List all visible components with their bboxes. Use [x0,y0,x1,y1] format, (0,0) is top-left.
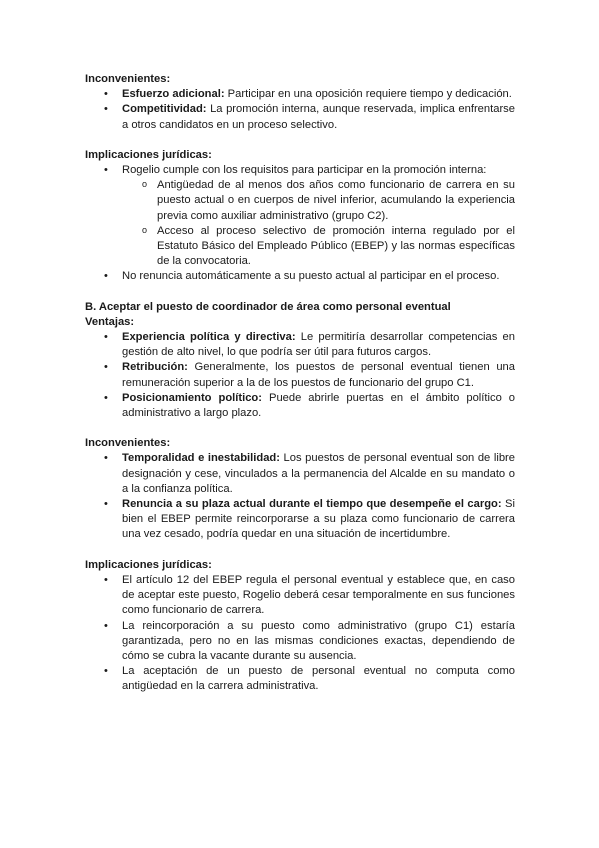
list-item: • Competitividad: La promoción interna, aunque reservada, implica enfrentarse a otros candidatos en un proceso selectivo. [85,102,515,132]
inconvenientes-heading-1: Inconvenientes: [85,73,171,85]
list-item: • Experiencia política y directiva: Le permitiría desarrollar competencias en gestión de alto nivel, lo que podría ser útil para futuros cargos. [85,330,515,360]
document-body [85,72,515,695]
implicaciones-heading-2: Implicaciones jurídicas: [85,558,212,571]
list-item: • La aceptación de un puesto de personal eventual no computa como antigüedad en la carrera administrativa. [85,664,515,694]
sub-list-item: o Acceso al proceso selectivo de promoción interna regulado por el Estatuto Básico del Empleado Público (EBEP) y las normas específicas de la convocatoria. [85,224,515,270]
implicaciones-list-2 [85,573,515,695]
list-item: • Posicionamiento político: Puede abrirle puertas en el ámbito político o administrativo a largo plazo. [85,391,515,421]
list-item: • Temporalidad e inestabilidad: Los puestos de personal eventual son de libre designación y cese, vinculados a la permanencia del Alcalde en su mandato o a la confianza política. [85,451,515,497]
implicaciones-heading-1: Implicaciones jurídicas: [85,148,212,161]
inconvenientes-heading-2: Inconvenientes: [85,437,171,450]
list-item: • Esfuerzo adicional: Participar en una oposición requiere tiempo y dedicación. [85,87,515,102]
list-item: • No renuncia automáticamente a su puesto actual al participar en el proceso. [85,269,515,284]
ventajas-list [85,330,515,421]
list-item: • Retribución: Generalmente, los puestos de personal eventual tienen una remuneración superior a la de los puestos de funcionario del grupo C1. [85,360,515,390]
inconvenientes-list-2 [85,451,515,542]
implicaciones-list-1 [85,163,515,285]
list-item: • La reincorporación a su puesto como administrativo (grupo C1) estaría garantizada, pero no en las mismas condiciones exactas, dependiendo de cómo se cubra la vacante durante su ausencia. [85,619,515,665]
inconvenientes-list-1 [85,87,515,133]
ventajas-heading: Ventajas: [85,315,135,328]
list-item: • Renuncia a su plaza actual durante el tiempo que desempeñe el cargo: Si bien el EBEP permite reincorporarse a su plaza como funcionario de carrera una vez cesado, podría quedar en una situación de incertidumbre. [85,497,515,543]
list-item: • Rogelio cumple con los requisitos para participar en la promoción interna: [85,163,515,178]
list-item: • El artículo 12 del EBEP regula el personal eventual y establece que, en caso de aceptar este puesto, Rogelio deberá cesar temporalmente en sus funciones como funcionario de carrera. [85,573,515,619]
sub-list-item: o Antigüedad de al menos dos años como funcionario de carrera en su puesto actual o en cuerpos de nivel inferior, acumulando la experiencia previa como auxiliar administrativo (grupo C2). [85,178,515,224]
section-b-title: B. Aceptar el puesto de coordinador de área como personal eventual [85,300,451,313]
